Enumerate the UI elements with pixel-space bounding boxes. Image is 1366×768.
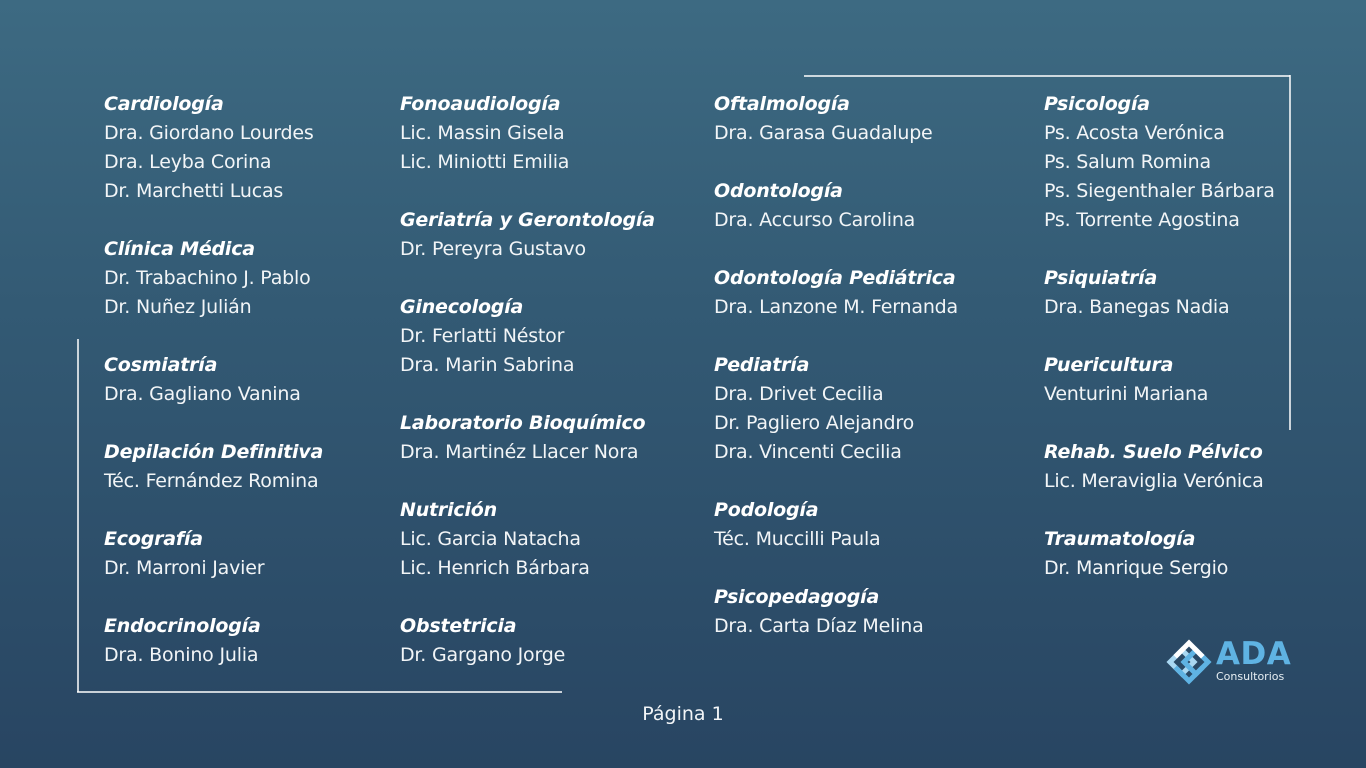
doctor-name: Dr. Manrique Sergio bbox=[1044, 557, 1229, 579]
specialty-section bbox=[714, 264, 958, 322]
doctor-name: Lic. Garcia Natacha bbox=[400, 528, 581, 550]
specialty-section bbox=[714, 90, 958, 148]
doctor-name: Téc. Fernández Romina bbox=[104, 470, 319, 492]
doctor-name: Venturini Mariana bbox=[1044, 383, 1209, 405]
doctor-name: Dra. Martinéz Llacer Nora bbox=[400, 441, 639, 463]
specialty-title: Rehab. Suelo Pélvico bbox=[1044, 441, 1263, 463]
doctor-name: Dra. Giordano Lourdes bbox=[104, 122, 314, 144]
doctor-name: Dra. Accurso Carolina bbox=[714, 209, 916, 231]
specialty-section bbox=[104, 438, 323, 496]
specialty-title: Podología bbox=[714, 499, 819, 521]
doctor-name: Dr. Trabachino J. Pablo bbox=[104, 267, 311, 289]
specialty-section bbox=[400, 612, 655, 670]
logo-subtitle: Consultorios bbox=[1216, 670, 1285, 683]
column-1 bbox=[104, 90, 323, 699]
specialty-section bbox=[1044, 438, 1275, 496]
specialty-title: Nutrición bbox=[400, 499, 497, 521]
doctor-name: Dra. Drivet Cecilia bbox=[714, 383, 884, 405]
doctor-name: Téc. Muccilli Paula bbox=[714, 528, 881, 550]
specialty-title: Psicología bbox=[1044, 93, 1150, 115]
specialty-title: Depilación Definitiva bbox=[104, 441, 324, 463]
doctor-name: Ps. Acosta Verónica bbox=[1044, 122, 1225, 144]
specialty-title: Endocrinología bbox=[104, 615, 261, 637]
doctor-name: Ps. Siegenthaler Bárbara bbox=[1044, 180, 1275, 202]
specialty-section bbox=[400, 293, 655, 380]
specialty-title: Pediatría bbox=[714, 354, 810, 376]
specialty-title: Oftalmología bbox=[714, 93, 850, 115]
doctor-name: Ps. Torrente Agostina bbox=[1044, 209, 1240, 231]
specialty-title: Cosmiatría bbox=[104, 354, 218, 376]
page-number: Página 1 bbox=[642, 703, 724, 725]
specialty-section bbox=[400, 409, 655, 467]
specialty-section bbox=[714, 496, 958, 554]
specialty-title: Odontología Pediátrica bbox=[714, 267, 956, 289]
doctor-name: Dr. Gargano Jorge bbox=[400, 644, 566, 666]
column-2 bbox=[400, 90, 655, 699]
logo-title: ADA bbox=[1216, 636, 1292, 672]
specialty-section bbox=[400, 206, 655, 264]
doctor-name: Dr. Nuñez Julián bbox=[104, 296, 252, 318]
specialty-title: Psiquiatría bbox=[1044, 267, 1158, 289]
specialty-title: Ginecología bbox=[400, 296, 524, 318]
specialty-title: Traumatología bbox=[1044, 528, 1196, 550]
specialty-section bbox=[400, 496, 655, 583]
specialty-section bbox=[714, 177, 958, 235]
doctor-name: Dr. Ferlatti Néstor bbox=[400, 325, 565, 347]
doctor-name: Dra. Bonino Julia bbox=[104, 644, 259, 666]
specialty-section bbox=[714, 583, 958, 641]
doctor-name: Dr. Marroni Javier bbox=[104, 557, 265, 579]
doctor-name: Lic. Henrich Bárbara bbox=[400, 557, 590, 579]
specialty-title: Puericultura bbox=[1044, 354, 1174, 376]
doctor-name: Dra. Lanzone M. Fernanda bbox=[714, 296, 958, 318]
doctor-name: Ps. Salum Romina bbox=[1044, 151, 1211, 173]
specialty-section bbox=[104, 525, 323, 583]
specialty-section bbox=[1044, 90, 1275, 235]
doctor-name: Dra. Leyba Corina bbox=[104, 151, 272, 173]
ada-logo bbox=[1164, 636, 1292, 686]
frame-line-right bbox=[1289, 75, 1291, 430]
doctor-name: Lic. Massin Gisela bbox=[400, 122, 565, 144]
doctor-name: Dra. Garasa Guadalupe bbox=[714, 122, 933, 144]
specialty-title: Psicopedagogía bbox=[714, 586, 880, 608]
doctor-name: Dra. Marin Sabrina bbox=[400, 354, 575, 376]
ada-logo-icon bbox=[1164, 638, 1214, 688]
specialty-title: Ecografía bbox=[104, 528, 203, 550]
specialty-title: Odontología bbox=[714, 180, 843, 202]
specialty-title: Cardiología bbox=[104, 93, 224, 115]
specialty-section bbox=[714, 351, 958, 467]
doctor-name: Dra. Carta Díaz Melina bbox=[714, 615, 924, 637]
specialty-title: Fonoaudiología bbox=[400, 93, 561, 115]
doctor-name: Dr. Pereyra Gustavo bbox=[400, 238, 586, 260]
doctor-name: Dra. Banegas Nadia bbox=[1044, 296, 1230, 318]
specialty-section bbox=[1044, 525, 1275, 583]
specialty-section bbox=[104, 612, 323, 670]
frame-line-left bbox=[77, 339, 79, 692]
column-3 bbox=[714, 90, 958, 670]
specialty-section bbox=[400, 90, 655, 177]
specialty-section bbox=[1044, 351, 1275, 409]
doctor-name: Dra. Gagliano Vanina bbox=[104, 383, 301, 405]
doctor-name: Lic. Miniotti Emilia bbox=[400, 151, 570, 173]
specialty-title: Obstetricia bbox=[400, 615, 517, 637]
specialty-section bbox=[1044, 264, 1275, 322]
specialty-section bbox=[104, 235, 323, 322]
specialty-title: Geriatría y Gerontología bbox=[400, 209, 655, 231]
specialty-title: Laboratorio Bioquímico bbox=[400, 412, 646, 434]
doctor-name: Dra. Vincenti Cecilia bbox=[714, 441, 902, 463]
column-4 bbox=[1044, 90, 1275, 612]
doctor-name: Dr. Marchetti Lucas bbox=[104, 180, 284, 202]
doctor-name: Lic. Meraviglia Verónica bbox=[1044, 470, 1264, 492]
specialty-section bbox=[104, 351, 323, 409]
specialty-section bbox=[104, 90, 323, 206]
frame-line-top bbox=[804, 75, 1290, 77]
specialty-title: Clínica Médica bbox=[104, 238, 255, 260]
doctor-name: Dr. Pagliero Alejandro bbox=[714, 412, 914, 434]
